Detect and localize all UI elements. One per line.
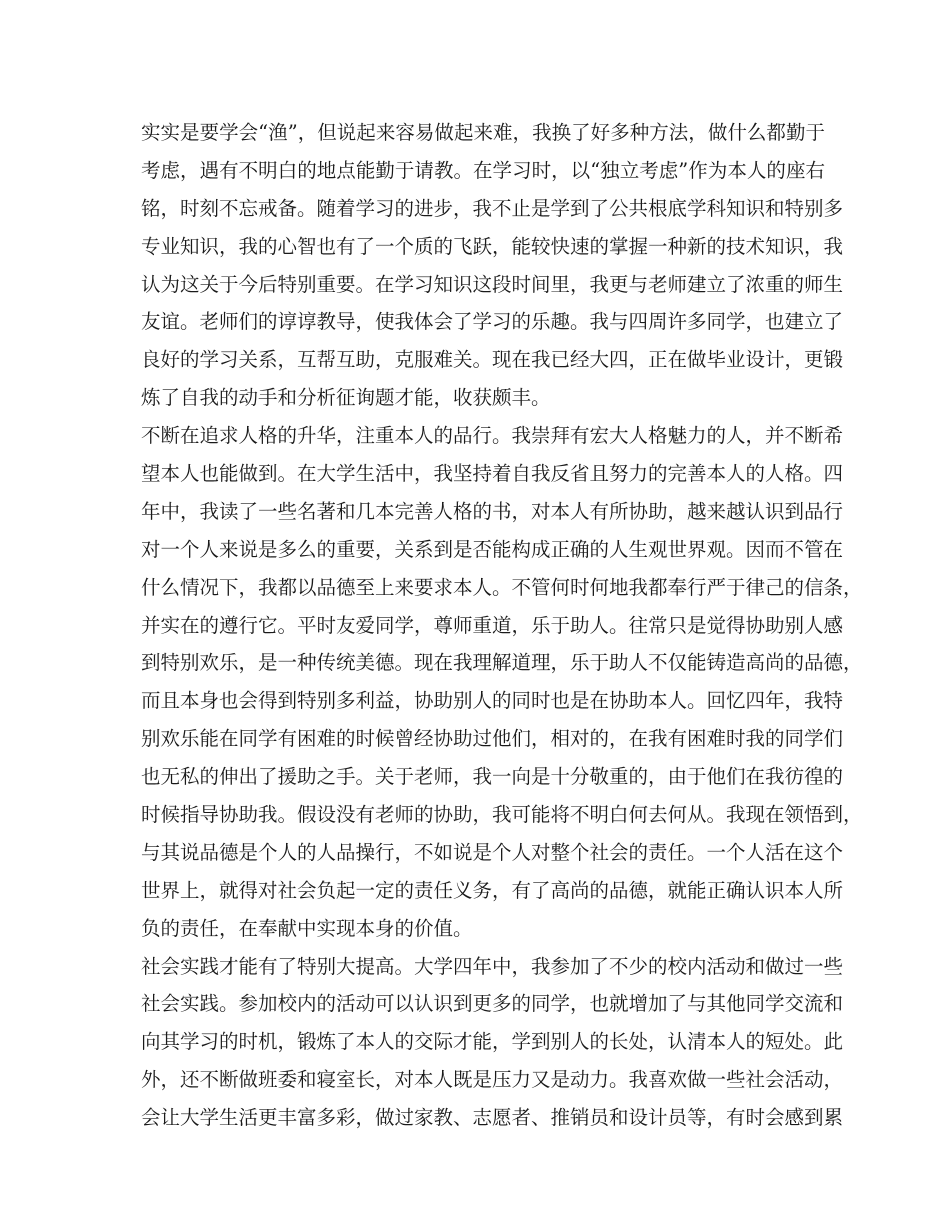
- text-line: 时候指导协助我。假设没有老师的协助，我可能将不明白何去何从。我现在领悟到，: [141, 803, 863, 827]
- text-line: 实实是要学会“渔”，但说起来容易做起来难，我换了好多种方法，做什么都勤于: [141, 121, 825, 144]
- text-line: 到特别欢乐，是一种传统美德。现在我理解道理，乐于助人不仅能铸造高尚的品德，: [141, 651, 863, 675]
- text-line: 社会实践。参加校内的活动可以认识到更多的同学，也就增加了与其他同学交流和: [141, 992, 844, 1016]
- text-line: 向其学习的时机，锻炼了本人的交际才能，学到别人的长处，认清本人的短处。此: [141, 1030, 844, 1054]
- text-line: 认为这关于今后特别重要。在学习知识这段时间里，我更与老师建立了浓重的师生: [141, 272, 844, 296]
- text-line: 而且本身也会得到特别多利益，协助别人的同时也是在协助本人。回忆四年，我特: [141, 689, 844, 713]
- text-line: 社会实践才能有了特别大提高。大学四年中，我参加了不少的校内活动和做过一些: [141, 954, 844, 978]
- text-line: 考虑，遇有不明白的地点能勤于请教。在学习时，以“独立考虑”作为本人的座右: [141, 158, 825, 182]
- text-line: 年中，我读了一些名著和几本完善人格的书，对本人有所协助，越来越认识到品行: [141, 499, 844, 523]
- text-line: 对一个人来说是多么的重要，关系到是否能构成正确的人生观世界观。因而不管在: [141, 537, 844, 561]
- text-line: 并实在的遵行它。平时友爱同学，尊师重道，乐于助人。往常只是觉得协助别人感: [141, 613, 844, 637]
- text-line: 友谊。老师们的谆谆教导，使我体会了学习的乐趣。我与四周许多同学，也建立了: [141, 310, 844, 334]
- text-line: 专业知识，我的心智也有了一个质的飞跃，能较快速的掌握一种新的技术知识，我: [141, 234, 844, 258]
- text-line: 会让大学生活更丰富多彩，做过家教、志愿者、推销员和设计员等，有时会感到累: [141, 1106, 844, 1130]
- text-line: 望本人也能做到。在大学生活中，我坚持着自我反省且努力的完善本人的人格。四: [141, 462, 844, 486]
- text-line: 与其说品德是个人的人品操行，不如说是个人对整个社会的责任。一个人活在这个: [141, 840, 844, 864]
- text-line: 不断在追求人格的升华，注重本人的品行。我崇拜有宏大人格魅力的人，并不断希: [141, 424, 844, 448]
- text-line: 炼了自我的动手和分析征询题才能，收获颇丰。: [141, 386, 551, 410]
- document-body: [141, 114, 863, 1137]
- text-line: 良好的学习关系，互帮互助，克服难关。现在我已经大四，正在做毕业设计，更锻: [141, 348, 844, 372]
- text-line: 别欢乐能在同学有困难的时候曾经协助过他们，相对的，在我有困难时我的同学们: [141, 727, 844, 751]
- text-line: 负的责任，在奉献中实现本身的价值。: [141, 916, 473, 940]
- text-line: 铭，时刻不忘戒备。随着学习的进步，我不止是学到了公共根底学科知识和特别多: [141, 196, 844, 220]
- text-line: 什么情况下，我都以品德至上来要求本人。不管何时何地我都奉行严于律己的信条，: [141, 575, 863, 599]
- text-line: 外，还不断做班委和寝室长，对本人既是压力又是动力。我喜欢做一些社会活动，: [141, 1068, 844, 1092]
- text-line: 世界上，就得对社会负起一定的责任义务，有了高尚的品德，就能正确认识本人所: [141, 878, 844, 902]
- text-line: 也无私的伸出了援助之手。关于老师，我一向是十分敬重的，由于他们在我彷徨的: [141, 765, 844, 789]
